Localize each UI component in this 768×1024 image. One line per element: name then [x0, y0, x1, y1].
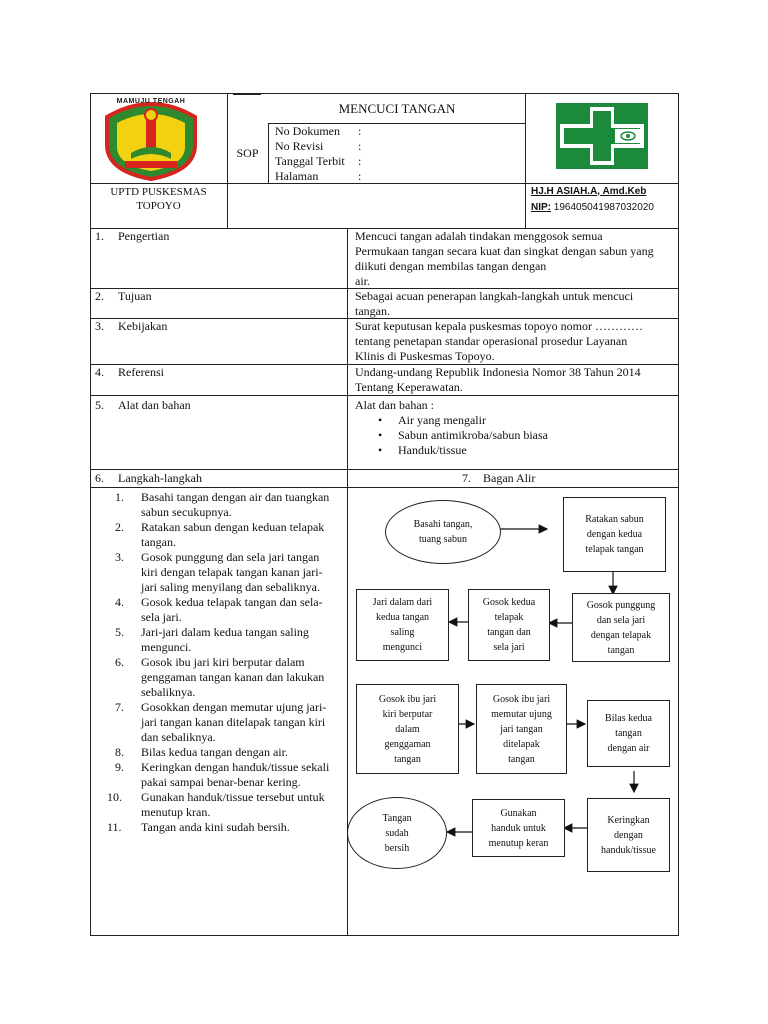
content-line: Permukaan tangan secara kuat dan singkat dengan sabun yang — [355, 244, 654, 258]
flow-text-line: Gosok ibu jari — [492, 693, 551, 705]
flow-text-line: Ratakan sabun — [585, 514, 644, 525]
step-line: kiri dengan telapak tangan kanan jari- — [141, 565, 323, 579]
flow-text-line: Gosok kedua — [482, 597, 536, 608]
list-item — [91, 745, 346, 760]
flow-gosok-punggung — [572, 593, 670, 662]
field-row — [275, 154, 520, 169]
list-item — [91, 760, 346, 790]
flow-keringkan — [587, 798, 670, 872]
flow-text-line: tangan — [394, 753, 421, 765]
sop-label: SOP — [236, 146, 259, 160]
step-num: 8. — [115, 745, 124, 759]
flow-jari-mengunci — [356, 589, 449, 661]
flow-text-line: telapak — [494, 612, 524, 623]
flow-text-line: tuang sabun — [418, 534, 468, 545]
step-num: 10. — [107, 790, 122, 804]
step-line: menutup kran. — [141, 805, 211, 819]
org-line: TOPOYO — [136, 200, 181, 212]
section-title: Alat dan bahan — [118, 398, 191, 412]
nip-label: NIP: — [531, 202, 551, 213]
step-num: 4. — [115, 595, 124, 609]
flow-text-line: Gosok punggung — [586, 599, 656, 611]
list-item — [91, 595, 346, 625]
flow-gosok-kedua — [468, 589, 550, 661]
signer-name: HJ.H ASIAH.A, Amd.Keb — [531, 186, 647, 197]
step-line: sebaliknya. — [141, 685, 196, 699]
flow-text-line: Bilas kedua — [605, 713, 652, 724]
content-line: Klinis di Puskesmas Topoyo. — [355, 349, 495, 363]
flow-gunakan-handuk — [472, 799, 565, 857]
content-line: Undang-undang Republik Indonesia Nomor 38 Tahun 2014 — [355, 365, 641, 379]
flow-text-line: handuk untuk — [491, 822, 546, 834]
document-fields — [275, 124, 520, 184]
flow-text-line: telapak tangan — [585, 544, 644, 555]
flow-text-line: handuk/tissue — [601, 844, 656, 856]
step-line: Gunakan handuk/tissue tersebut untuk — [141, 790, 325, 804]
content-line: Alat dan bahan : — [355, 398, 434, 412]
field-label: Halaman — [275, 169, 319, 183]
content-line: Sebagai acuan penerapan langkah-langkah untuk mencuci — [355, 289, 634, 303]
flow-text-line: tangan dan — [487, 627, 531, 638]
list-item: • Air yang mengalir — [398, 413, 677, 428]
section-title: Kebijakan — [118, 319, 168, 333]
signer-nip — [531, 200, 676, 216]
content-line: Tentang Keperawatan. — [355, 380, 463, 394]
flow-text-line: dengan — [614, 829, 643, 841]
flow-text-line: jari tangan — [500, 723, 543, 735]
flow-text-line: tangan — [615, 728, 642, 739]
flow-text-line: sela jari — [493, 642, 525, 653]
step-line: Jari-jari dalam kedua tangan saling — [141, 625, 309, 639]
field-row — [275, 139, 520, 154]
flow-text-line: dengan kedua — [586, 529, 643, 540]
list-item — [91, 820, 346, 835]
flow-start — [385, 500, 501, 564]
flow-text-line: bersih — [384, 842, 410, 854]
flow-text-line: memutar ujung — [491, 708, 552, 720]
list-item — [91, 520, 346, 550]
list-item — [91, 790, 346, 820]
section-title: Referensi — [118, 365, 164, 379]
section-num: 1. — [95, 229, 104, 243]
flow-text-line: kedua tangan — [375, 612, 430, 623]
puskesmas-logo — [101, 95, 201, 181]
flow-text-line: sudah — [385, 827, 409, 839]
flow-gosok-ibu-jari — [356, 684, 459, 774]
step-line: jari tangan kanan ditelapak tangan kiri — [141, 715, 326, 729]
flow-text-line: genggaman — [384, 738, 431, 750]
step-line: sabun secukupnya. — [141, 505, 232, 519]
flow-text-line: dengan telapak — [590, 629, 652, 641]
section-label — [95, 289, 152, 304]
section-content — [355, 365, 677, 395]
flow-text-line: saling — [390, 627, 415, 638]
step-line: jari saling menyilang dan sebaliknya. — [141, 580, 320, 594]
step-line: mengunci. — [141, 640, 192, 654]
content-line: diikuti dengan membilas tangan dengan — [355, 259, 547, 273]
step-line: genggaman tangan kanan dan lakukan — [141, 670, 325, 684]
step-num: 5. — [115, 625, 124, 639]
flow-text-line: dalam — [395, 723, 420, 735]
step-num: 6. — [115, 655, 124, 669]
section-num: 2. — [95, 289, 104, 303]
step-line: tangan. — [141, 535, 176, 549]
field-sep: : — [358, 169, 362, 183]
flow-bilas-tangan — [587, 700, 670, 767]
flow-text-line: Gunakan — [500, 807, 537, 819]
section-content — [355, 289, 677, 319]
step-num: 7. — [115, 700, 124, 714]
flow-text-line: dan sela jari — [596, 614, 646, 626]
flow-end — [347, 797, 447, 869]
list-item: • Handuk/tissue — [398, 443, 677, 458]
step-num: 2. — [115, 520, 124, 534]
logo-banner-text: MAMUJU TENGAH — [116, 98, 186, 105]
section-content — [355, 229, 677, 289]
flow-ratakan-sabun — [563, 497, 666, 572]
section-content — [355, 398, 677, 458]
step-num: 11. — [107, 820, 122, 834]
step-num: 3. — [115, 550, 124, 564]
field-row — [275, 124, 520, 139]
flow-text-line: Jari dalam dari — [372, 597, 433, 608]
nip-value: 196405041987032020 — [553, 202, 654, 213]
list-item — [91, 625, 346, 655]
signer-block — [531, 184, 676, 216]
flow-text-line: tangan — [607, 644, 635, 656]
steps-list — [91, 490, 346, 835]
list-item — [91, 490, 346, 520]
green-cross-icon — [555, 102, 649, 170]
org-name — [90, 185, 227, 213]
content-line: Mencuci tangan adalah tindakan menggosok semua — [355, 229, 603, 243]
step-line: Keringkan dengan handuk/tissue sekali — [141, 760, 330, 774]
section-title: Langkah-langkah — [118, 471, 202, 485]
section-num: 7. — [462, 471, 471, 485]
flow-text-line: dengan air — [607, 743, 650, 754]
step-line: Gosok kedua telapak tangan dan sela- — [141, 595, 323, 609]
step-line: sela jari. — [141, 610, 182, 624]
flow-text-line: Gosok ibu jari — [378, 693, 437, 705]
field-label: Tanggal Terbit — [275, 154, 345, 168]
step-line: Gosok ibu jari kiri berputar dalam — [141, 655, 305, 669]
list-item — [91, 655, 346, 700]
flow-text-line: kiri berputar — [382, 708, 433, 720]
section-num: 3. — [95, 319, 104, 333]
section-label — [95, 398, 191, 413]
list-item: • Sabun antimikroba/sabun biasa — [398, 428, 677, 443]
section-label — [95, 319, 168, 334]
section-title: Bagan Alir — [483, 471, 536, 485]
content-line: Surat keputusan kepala puskesmas topoyo nomor ………… — [355, 319, 643, 333]
section-label — [95, 365, 164, 380]
section-label — [95, 229, 170, 244]
flow-text-line: Tangan — [382, 812, 412, 824]
step-num: 1. — [115, 490, 124, 504]
flow-text-line: Keringkan — [607, 814, 650, 826]
step-line: Basahi tangan dengan air dan tuangkan — [141, 490, 330, 504]
section-title: Pengertian — [118, 229, 170, 243]
health-cross-logo — [555, 102, 649, 170]
section-num: 6. — [95, 471, 104, 485]
section-label — [95, 471, 202, 486]
content-line: tentang penetapan standar operasional prosedur Layanan — [355, 334, 628, 348]
step-num: 9. — [115, 760, 124, 774]
flow-text-line: ditelapak — [503, 738, 540, 750]
section-num: 4. — [95, 365, 104, 379]
field-label: No Dokumen — [275, 124, 340, 138]
field-row — [275, 169, 520, 184]
step-line: dan sebaliknya. — [141, 730, 216, 744]
section-content — [355, 319, 677, 364]
list-item — [91, 550, 346, 595]
field-sep: : — [358, 124, 362, 138]
step-line: Ratakan sabun dengan keduan telapak — [141, 520, 325, 534]
step-line: Bilas kedua tangan dengan air. — [141, 745, 288, 759]
section-num: 5. — [95, 398, 104, 412]
flow-gosok-ujung-jari — [476, 684, 567, 774]
content-line: air. — [355, 274, 370, 288]
org-line: UPTD PUSKESMAS — [110, 186, 207, 198]
list-item — [91, 700, 346, 745]
flow-text-line: menutup keran — [488, 837, 549, 849]
step-line: pakai sampai benar-benar kering. — [141, 775, 301, 789]
step-line: Tangan anda kini sudah bersih. — [141, 820, 290, 834]
flow-text-line: tangan — [508, 753, 535, 765]
content-line: tangan. — [355, 304, 390, 318]
field-label: No Revisi — [275, 139, 324, 153]
field-sep: : — [358, 139, 362, 153]
tools-list — [355, 413, 677, 458]
section-title: Tujuan — [118, 289, 152, 303]
document-title: MENCUCI TANGAN — [338, 101, 456, 116]
mamuju-tengah-emblem — [101, 95, 201, 181]
step-line: Gosok punggung dan sela jari tangan — [141, 550, 320, 564]
section-label — [462, 471, 536, 486]
step-line: Gosokkan dengan memutar ujung jari- — [141, 700, 327, 714]
flow-text-line: mengunci — [382, 642, 423, 653]
field-sep: : — [358, 154, 362, 168]
flow-text-line: Basahi tangan, — [413, 519, 473, 530]
